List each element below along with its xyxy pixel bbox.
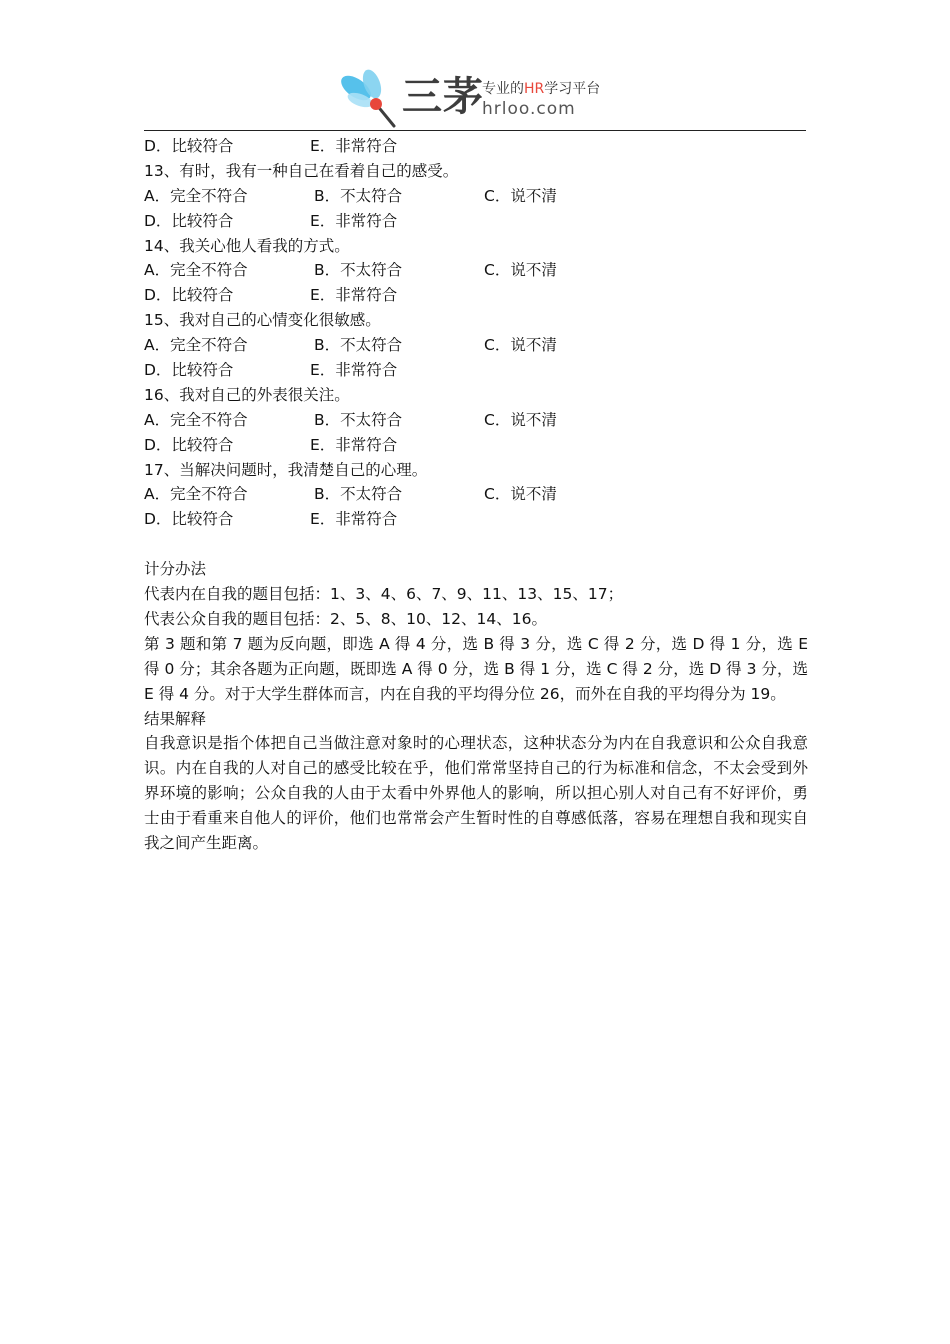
option-a: A．完全不符合 (144, 410, 248, 429)
option-b: B．不太符合 (314, 186, 403, 205)
option-row-abc (144, 184, 808, 209)
option-c: C．说不清 (484, 186, 557, 205)
brand-slogan: 专业的HR学习平台 (482, 81, 601, 97)
question-text: 13、有时，我有一种自己在看着自己的感受。 (144, 161, 459, 180)
option-row-de (144, 358, 808, 383)
option-d: D．比较符合 (144, 435, 234, 454)
option-d: D．比较符合 (144, 510, 234, 529)
option-c: C．说不清 (484, 261, 557, 280)
question-text: 16、我对自己的外表很关注。 (144, 385, 350, 404)
option-b: B．不太符合 (314, 485, 403, 504)
question-text: 14、我关心他人看我的方式。 (144, 236, 350, 255)
scoring-heading: 计分办法 (144, 560, 207, 579)
option-a: A．完全不符合 (144, 186, 248, 205)
option-e: E．非常符合 (310, 510, 398, 529)
option-row-de (144, 134, 808, 159)
question-text: 17、当解决问题时，我清楚自己的心理。 (144, 460, 428, 479)
option-c: C．说不清 (484, 336, 557, 355)
option-row-abc (144, 408, 808, 433)
option-e: E．非常符合 (310, 286, 398, 305)
option-row-de (144, 433, 808, 458)
option-e: E．非常符合 (310, 137, 398, 155)
document-body (144, 134, 808, 856)
option-row-abc (144, 333, 808, 358)
scoring-inner-items: 代表内在自我的题目包括：1、3、4、6、7、9、11、13、15、17； (144, 585, 624, 604)
option-a: A．完全不符合 (144, 485, 248, 504)
brand-domain: hrloo.com (482, 99, 576, 119)
option-a: A．完全不符合 (144, 261, 248, 280)
option-e: E．非常符合 (310, 361, 398, 380)
option-d: D．比较符合 (144, 286, 234, 305)
dragonfly-logo-icon (336, 64, 400, 130)
page-header (0, 0, 950, 132)
option-c: C．说不清 (484, 485, 557, 504)
spacer (144, 532, 808, 557)
header-divider (144, 130, 806, 131)
option-e: E．非常符合 (310, 435, 398, 454)
option-b: B．不太符合 (314, 410, 403, 429)
option-row-abc (144, 482, 808, 507)
option-c: C．说不清 (484, 410, 557, 429)
option-row-abc (144, 258, 808, 283)
option-row-de (144, 283, 808, 308)
brand-name: 三茅 (402, 74, 484, 120)
option-row-de (144, 209, 808, 234)
option-b: B．不太符合 (314, 336, 403, 355)
option-a: A．完全不符合 (144, 336, 248, 355)
option-d: D．比较符合 (144, 137, 234, 155)
option-b: B．不太符合 (314, 261, 403, 280)
option-e: E．非常符合 (310, 211, 398, 230)
result-heading: 结果解释 (144, 709, 207, 728)
scoring-rule: 第 3 题和第 7 题为反向题，即选 A 得 4 分，选 B 得 3 分，选 C 得 2 分，选 D 得 1 分，选 E 得 0 分；其余各题为正向题，既即选 A 得 0 分，选 B 得 1 分，选 C 得 2 分，选 D 得 3 分，选 E 得 4 分。对于大学生群体而言，内在自我的平均得分位 26，而外在自我的平均得分为 19。 (144, 634, 808, 703)
option-row-de (144, 507, 808, 532)
question-text: 15、我对自己的心情变化很敏感。 (144, 311, 381, 330)
option-d: D．比较符合 (144, 211, 234, 230)
scoring-public-items: 代表公众自我的题目包括：2、5、8、10、12、14、16。 (144, 609, 547, 628)
option-d: D．比较符合 (144, 361, 234, 380)
result-body: 自我意识是指个体把自己当做注意对象时的心理状态，这种状态分为内在自我意识和公众自我意识。内在自我的人对自己的感受比较在乎，他们常常坚持自己的行为标准和信念，不太会受到外界环境的影响；公众自我的人由于太看中外界他人的影响，所以担心别人对自己有不好评价，勇士由于看重来自他人的评价，他们也常常会产生暂时性的自尊感低落，容易在理想自我和现实自我之间产生距离。 (144, 734, 808, 853)
